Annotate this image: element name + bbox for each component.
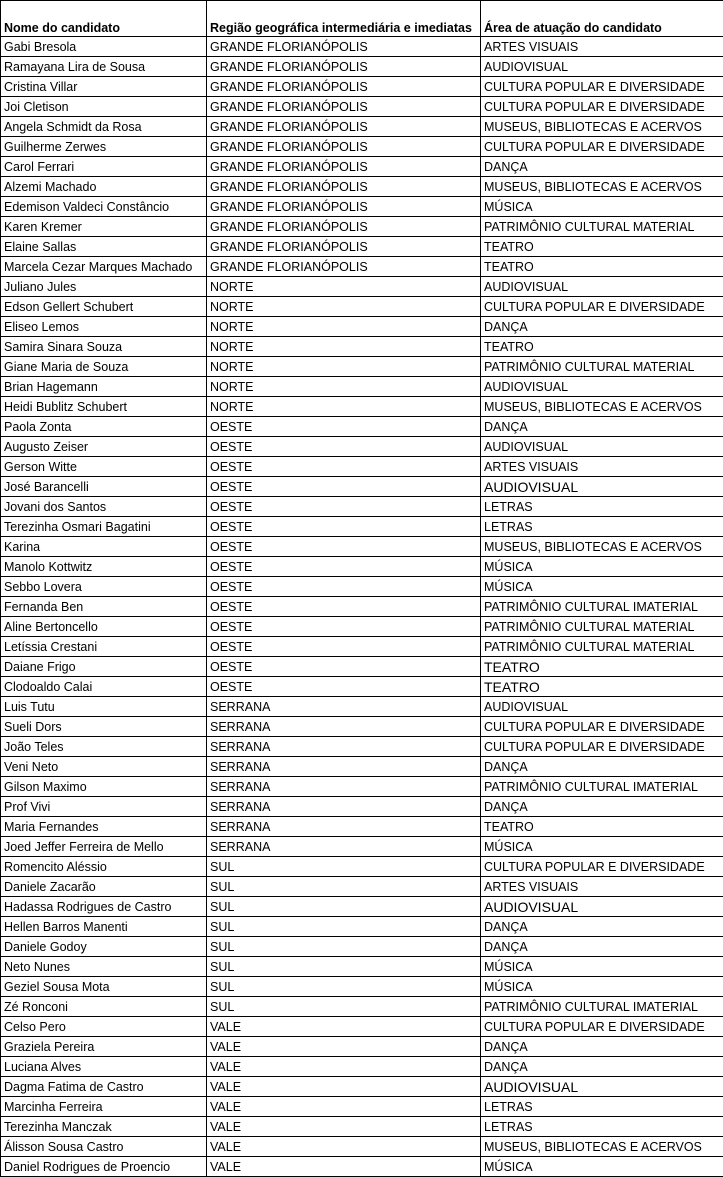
table-row — [1, 377, 723, 397]
area-cell: MÚSICA — [481, 977, 723, 997]
candidate-name-cell: Daniel Rodrigues de Proencio — [1, 1157, 207, 1177]
area-cell: AUDIOVISUAL — [481, 377, 723, 397]
table-row — [1, 797, 723, 817]
candidate-name-cell: João Teles — [1, 737, 207, 757]
area-cell: ARTES VISUAIS — [481, 37, 723, 57]
table-row — [1, 1077, 723, 1097]
area-cell: MÚSICA — [481, 557, 723, 577]
area-cell: CULTURA POPULAR E DIVERSIDADE — [481, 297, 723, 317]
candidate-name-cell: Terezinha Manczak — [1, 1117, 207, 1137]
candidate-name-cell: Hellen Barros Manenti — [1, 917, 207, 937]
candidate-name-cell: Edson Gellert Schubert — [1, 297, 207, 317]
area-cell: MÚSICA — [481, 577, 723, 597]
region-cell: SERRANA — [207, 737, 481, 757]
table-row — [1, 177, 723, 197]
table-row — [1, 1017, 723, 1037]
area-cell: AUDIOVISUAL — [481, 57, 723, 77]
region-cell: GRANDE FLORIANÓPOLIS — [207, 257, 481, 277]
region-cell: OESTE — [207, 497, 481, 517]
candidate-name-cell: Manolo Kottwitz — [1, 557, 207, 577]
region-cell: OESTE — [207, 617, 481, 637]
candidate-name-cell: Veni Neto — [1, 757, 207, 777]
region-cell: SERRANA — [207, 757, 481, 777]
area-cell: PATRIMÔNIO CULTURAL IMATERIAL — [481, 597, 723, 617]
region-cell: GRANDE FLORIANÓPOLIS — [207, 37, 481, 57]
candidate-name-cell: Gabi Bresola — [1, 37, 207, 57]
region-cell: GRANDE FLORIANÓPOLIS — [207, 157, 481, 177]
region-cell: VALE — [207, 1157, 481, 1177]
table-body — [1, 37, 723, 1177]
candidate-name-cell: Marcela Cezar Marques Machado — [1, 257, 207, 277]
region-cell: OESTE — [207, 417, 481, 437]
region-cell: SUL — [207, 957, 481, 977]
area-cell: AUDIOVISUAL — [481, 277, 723, 297]
area-cell: PATRIMÔNIO CULTURAL IMATERIAL — [481, 997, 723, 1017]
candidate-name-cell: Alzemi Machado — [1, 177, 207, 197]
region-cell: NORTE — [207, 337, 481, 357]
region-cell: SUL — [207, 917, 481, 937]
candidate-name-cell: Gerson Witte — [1, 457, 207, 477]
table-row — [1, 837, 723, 857]
area-cell: CULTURA POPULAR E DIVERSIDADE — [481, 1017, 723, 1037]
area-cell: DANÇA — [481, 317, 723, 337]
table-row — [1, 877, 723, 897]
candidate-name-cell: Luciana Alves — [1, 1057, 207, 1077]
table-row — [1, 1037, 723, 1057]
region-cell: OESTE — [207, 577, 481, 597]
region-cell: OESTE — [207, 437, 481, 457]
candidate-name-cell: Guilherme Zerwes — [1, 137, 207, 157]
table-row — [1, 817, 723, 837]
region-cell: SERRANA — [207, 837, 481, 857]
region-cell: OESTE — [207, 637, 481, 657]
area-cell: TEATRO — [481, 657, 723, 677]
region-cell: SERRANA — [207, 697, 481, 717]
column-header-name: Nome do candidato — [1, 1, 207, 37]
region-cell: VALE — [207, 1037, 481, 1057]
region-cell: NORTE — [207, 277, 481, 297]
area-cell: CULTURA POPULAR E DIVERSIDADE — [481, 717, 723, 737]
candidate-name-cell: Geziel Sousa Mota — [1, 977, 207, 997]
area-cell: MUSEUS, BIBLIOTECAS E ACERVOS — [481, 537, 723, 557]
candidate-name-cell: Brian Hagemann — [1, 377, 207, 397]
candidate-name-cell: Luis Tutu — [1, 697, 207, 717]
table-row — [1, 697, 723, 717]
table-row — [1, 717, 723, 737]
table-row — [1, 277, 723, 297]
candidate-name-cell: Carol Ferrari — [1, 157, 207, 177]
table-row — [1, 1117, 723, 1137]
area-cell: MÚSICA — [481, 957, 723, 977]
region-cell: OESTE — [207, 517, 481, 537]
area-cell: TEATRO — [481, 337, 723, 357]
candidate-name-cell: Romencito Aléssio — [1, 857, 207, 877]
area-cell: DANÇA — [481, 417, 723, 437]
table-row — [1, 457, 723, 477]
area-cell: ARTES VISUAIS — [481, 457, 723, 477]
region-cell: VALE — [207, 1057, 481, 1077]
candidate-name-cell: Angela Schmidt da Rosa — [1, 117, 207, 137]
candidate-name-cell: José Barancelli — [1, 477, 207, 497]
table-row — [1, 157, 723, 177]
area-cell: PATRIMÔNIO CULTURAL MATERIAL — [481, 357, 723, 377]
candidate-name-cell: Paola Zonta — [1, 417, 207, 437]
region-cell: GRANDE FLORIANÓPOLIS — [207, 97, 481, 117]
area-cell: MUSEUS, BIBLIOTECAS E ACERVOS — [481, 397, 723, 417]
area-cell: LETRAS — [481, 1117, 723, 1137]
region-cell: NORTE — [207, 317, 481, 337]
area-cell: MÚSICA — [481, 837, 723, 857]
area-cell: AUDIOVISUAL — [481, 477, 723, 497]
region-cell: NORTE — [207, 377, 481, 397]
candidate-name-cell: Álisson Sousa Castro — [1, 1137, 207, 1157]
candidate-name-cell: Ramayana Lira de Sousa — [1, 57, 207, 77]
area-cell: TEATRO — [481, 817, 723, 837]
region-cell: NORTE — [207, 397, 481, 417]
candidate-name-cell: Terezinha Osmari Bagatini — [1, 517, 207, 537]
region-cell: SUL — [207, 977, 481, 997]
table-row — [1, 297, 723, 317]
region-cell: SERRANA — [207, 717, 481, 737]
table-row — [1, 997, 723, 1017]
table-row — [1, 337, 723, 357]
candidate-name-cell: Dagma Fatima de Castro — [1, 1077, 207, 1097]
candidate-name-cell: Sebbo Lovera — [1, 577, 207, 597]
region-cell: OESTE — [207, 597, 481, 617]
table-row — [1, 557, 723, 577]
region-cell: OESTE — [207, 677, 481, 697]
table-row — [1, 497, 723, 517]
candidate-name-cell: Daniele Godoy — [1, 937, 207, 957]
candidate-name-cell: Fernanda Ben — [1, 597, 207, 617]
candidate-name-cell: Daniele Zacarão — [1, 877, 207, 897]
table-row — [1, 777, 723, 797]
candidate-name-cell: Karen Kremer — [1, 217, 207, 237]
region-cell: VALE — [207, 1117, 481, 1137]
region-cell: OESTE — [207, 557, 481, 577]
candidate-name-cell: Edemison Valdeci Constâncio — [1, 197, 207, 217]
area-cell: PATRIMÔNIO CULTURAL IMATERIAL — [481, 777, 723, 797]
area-cell: MUSEUS, BIBLIOTECAS E ACERVOS — [481, 177, 723, 197]
candidate-name-cell: Letíssia Crestani — [1, 637, 207, 657]
table-row — [1, 677, 723, 697]
table-row — [1, 657, 723, 677]
table-row — [1, 137, 723, 157]
table-row — [1, 897, 723, 917]
column-header-area: Área de atuação do candidato — [481, 1, 723, 37]
area-cell: AUDIOVISUAL — [481, 1077, 723, 1097]
region-cell: SUL — [207, 997, 481, 1017]
table-row — [1, 857, 723, 877]
area-cell: MÚSICA — [481, 1157, 723, 1177]
table-row — [1, 977, 723, 997]
candidate-name-cell: Giane Maria de Souza — [1, 357, 207, 377]
area-cell: PATRIMÔNIO CULTURAL MATERIAL — [481, 637, 723, 657]
area-cell: MÚSICA — [481, 197, 723, 217]
region-cell: VALE — [207, 1137, 481, 1157]
area-cell: DANÇA — [481, 797, 723, 817]
area-cell: LETRAS — [481, 497, 723, 517]
area-cell: AUDIOVISUAL — [481, 697, 723, 717]
table-row — [1, 477, 723, 497]
table-row — [1, 917, 723, 937]
candidate-name-cell: Aline Bertoncello — [1, 617, 207, 637]
candidate-name-cell: Zé Ronconi — [1, 997, 207, 1017]
region-cell: OESTE — [207, 657, 481, 677]
region-cell: NORTE — [207, 297, 481, 317]
candidate-name-cell: Maria Fernandes — [1, 817, 207, 837]
region-cell: SERRANA — [207, 797, 481, 817]
table-row — [1, 77, 723, 97]
area-cell: MUSEUS, BIBLIOTECAS E ACERVOS — [481, 1137, 723, 1157]
candidate-name-cell: Jovani dos Santos — [1, 497, 207, 517]
candidate-name-cell: Gilson Maximo — [1, 777, 207, 797]
region-cell: GRANDE FLORIANÓPOLIS — [207, 237, 481, 257]
table-row — [1, 257, 723, 277]
region-cell: GRANDE FLORIANÓPOLIS — [207, 177, 481, 197]
region-cell: GRANDE FLORIANÓPOLIS — [207, 57, 481, 77]
table-row — [1, 637, 723, 657]
candidate-name-cell: Hadassa Rodrigues de Castro — [1, 897, 207, 917]
table-row — [1, 537, 723, 557]
table-row — [1, 437, 723, 457]
region-cell: GRANDE FLORIANÓPOLIS — [207, 117, 481, 137]
candidate-name-cell: Augusto Zeiser — [1, 437, 207, 457]
area-cell: PATRIMÔNIO CULTURAL MATERIAL — [481, 217, 723, 237]
area-cell: ARTES VISUAIS — [481, 877, 723, 897]
area-cell: LETRAS — [481, 517, 723, 537]
table-row — [1, 957, 723, 977]
table-row — [1, 237, 723, 257]
table-row — [1, 577, 723, 597]
candidate-name-cell: Karina — [1, 537, 207, 557]
region-cell: GRANDE FLORIANÓPOLIS — [207, 77, 481, 97]
area-cell: TEATRO — [481, 237, 723, 257]
region-cell: SUL — [207, 897, 481, 917]
table-row — [1, 397, 723, 417]
area-cell: DANÇA — [481, 937, 723, 957]
region-cell: SUL — [207, 857, 481, 877]
table-row — [1, 1097, 723, 1117]
candidate-name-cell: Elaine Sallas — [1, 237, 207, 257]
table-row — [1, 617, 723, 637]
candidate-name-cell: Sueli Dors — [1, 717, 207, 737]
region-cell: VALE — [207, 1077, 481, 1097]
region-cell: OESTE — [207, 537, 481, 557]
area-cell: CULTURA POPULAR E DIVERSIDADE — [481, 737, 723, 757]
table-row — [1, 217, 723, 237]
table-row — [1, 1057, 723, 1077]
region-cell: GRANDE FLORIANÓPOLIS — [207, 217, 481, 237]
table-row — [1, 1157, 723, 1177]
area-cell: DANÇA — [481, 157, 723, 177]
candidate-name-cell: Samira Sinara Souza — [1, 337, 207, 357]
region-cell: GRANDE FLORIANÓPOLIS — [207, 137, 481, 157]
candidate-name-cell: Heidi Bublitz Schubert — [1, 397, 207, 417]
candidate-name-cell: Cristina Villar — [1, 77, 207, 97]
header-row — [1, 1, 723, 37]
region-cell: SERRANA — [207, 817, 481, 837]
table-row — [1, 757, 723, 777]
table-row — [1, 1137, 723, 1157]
table-row — [1, 117, 723, 137]
region-cell: VALE — [207, 1017, 481, 1037]
area-cell: PATRIMÔNIO CULTURAL MATERIAL — [481, 617, 723, 637]
candidate-name-cell: Daiane Frigo — [1, 657, 207, 677]
area-cell: CULTURA POPULAR E DIVERSIDADE — [481, 857, 723, 877]
area-cell: AUDIOVISUAL — [481, 437, 723, 457]
region-cell: VALE — [207, 1097, 481, 1117]
table-row — [1, 357, 723, 377]
table-row — [1, 197, 723, 217]
candidate-name-cell: Prof Vivi — [1, 797, 207, 817]
table-row — [1, 937, 723, 957]
region-cell: SUL — [207, 877, 481, 897]
area-cell: TEATRO — [481, 257, 723, 277]
table-row — [1, 517, 723, 537]
region-cell: SUL — [207, 937, 481, 957]
area-cell: DANÇA — [481, 1057, 723, 1077]
table-row — [1, 317, 723, 337]
area-cell: DANÇA — [481, 757, 723, 777]
candidate-name-cell: Graziela Pereira — [1, 1037, 207, 1057]
candidate-name-cell: Joi Cletison — [1, 97, 207, 117]
region-cell: GRANDE FLORIANÓPOLIS — [207, 197, 481, 217]
candidate-name-cell: Clodoaldo Calai — [1, 677, 207, 697]
region-cell: SERRANA — [207, 777, 481, 797]
table-row — [1, 737, 723, 757]
area-cell: DANÇA — [481, 917, 723, 937]
area-cell: MUSEUS, BIBLIOTECAS E ACERVOS — [481, 117, 723, 137]
area-cell: CULTURA POPULAR E DIVERSIDADE — [481, 77, 723, 97]
area-cell: DANÇA — [481, 1037, 723, 1057]
table-row — [1, 37, 723, 57]
area-cell: TEATRO — [481, 677, 723, 697]
candidate-name-cell: Neto Nunes — [1, 957, 207, 977]
region-cell: OESTE — [207, 457, 481, 477]
area-cell: CULTURA POPULAR E DIVERSIDADE — [481, 97, 723, 117]
region-cell: OESTE — [207, 477, 481, 497]
area-cell: AUDIOVISUAL — [481, 897, 723, 917]
region-cell: NORTE — [207, 357, 481, 377]
candidate-name-cell: Celso Pero — [1, 1017, 207, 1037]
candidate-name-cell: Juliano Jules — [1, 277, 207, 297]
candidate-name-cell: Eliseo Lemos — [1, 317, 207, 337]
table-row — [1, 417, 723, 437]
area-cell: LETRAS — [481, 1097, 723, 1117]
candidate-name-cell: Joed Jeffer Ferreira de Mello — [1, 837, 207, 857]
area-cell: CULTURA POPULAR E DIVERSIDADE — [481, 137, 723, 157]
column-header-region: Região geográfica intermediária e imediatas — [207, 1, 481, 37]
candidate-name-cell: Marcinha Ferreira — [1, 1097, 207, 1117]
table-row — [1, 57, 723, 77]
table-row — [1, 597, 723, 617]
table-row — [1, 97, 723, 117]
